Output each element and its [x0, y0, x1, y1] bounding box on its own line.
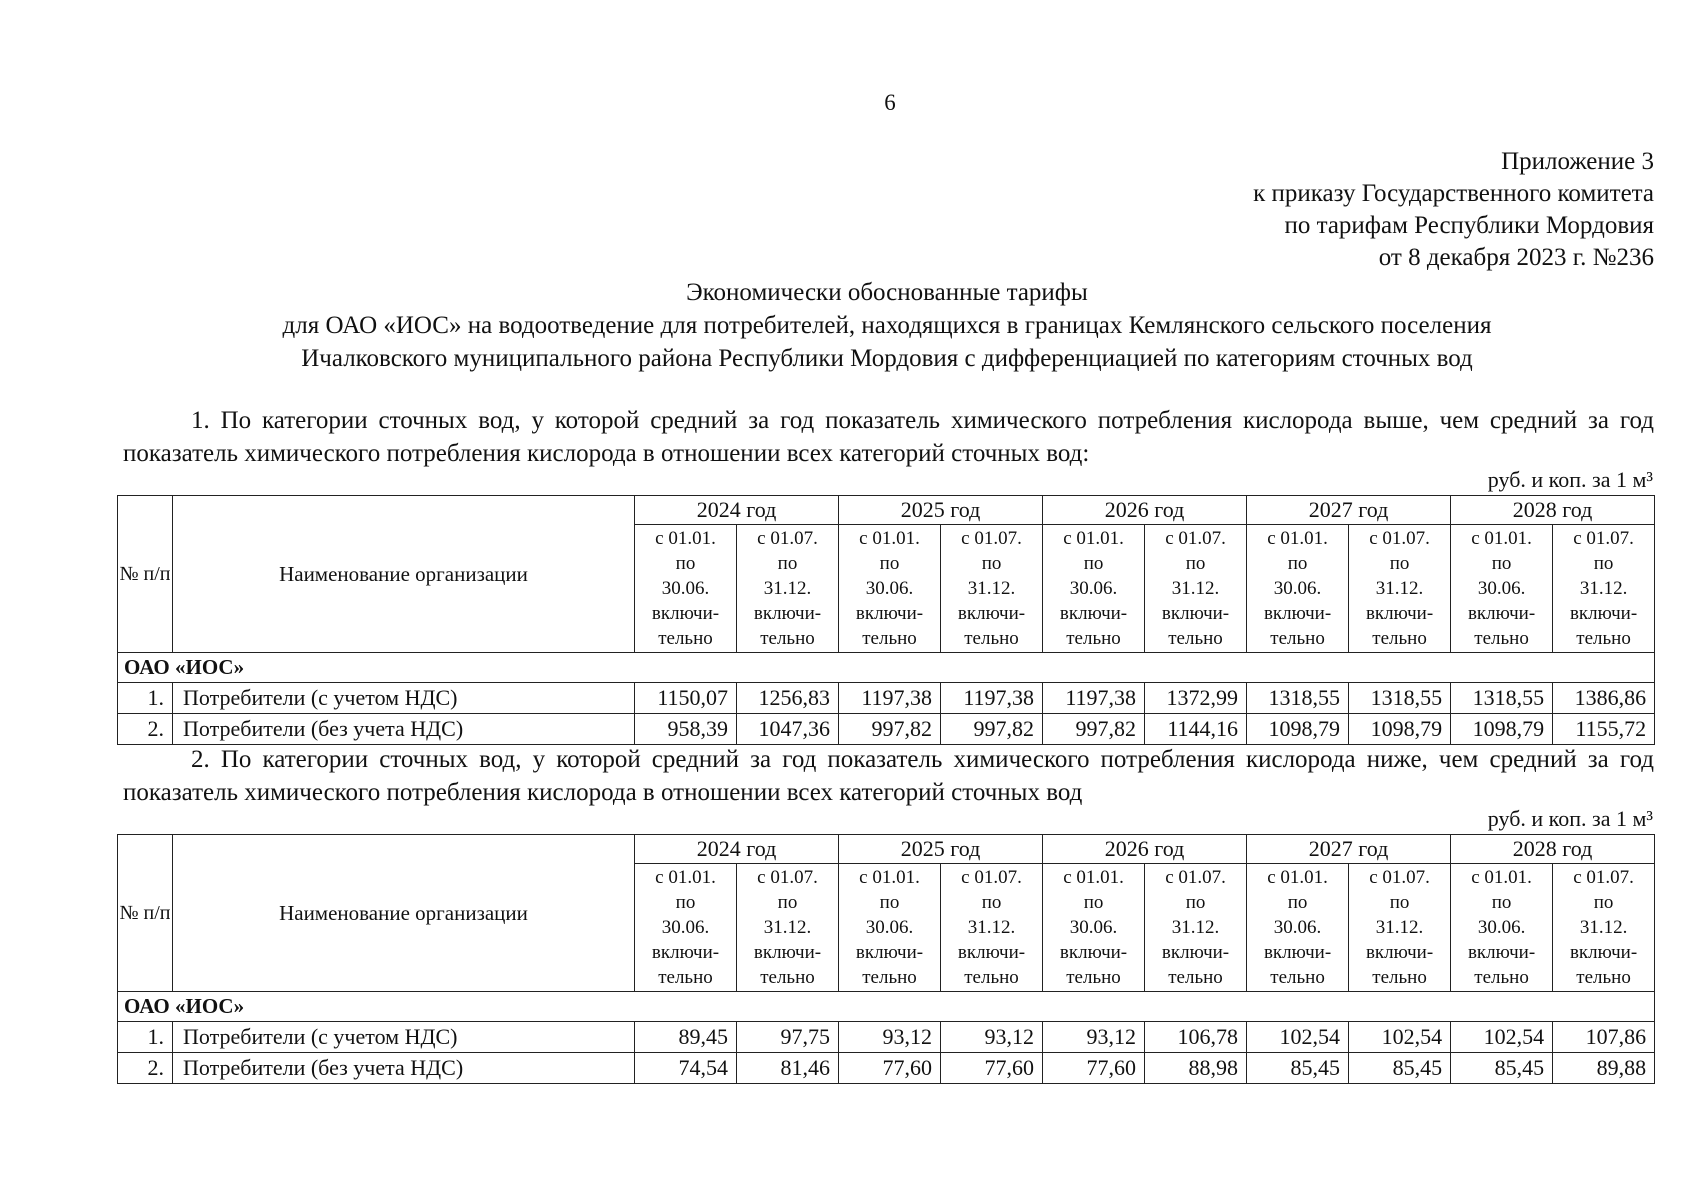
header-period-line: с 01.01.	[1063, 528, 1124, 549]
header-period-line: с 01.07.	[961, 528, 1022, 549]
header-period-line: с 01.01.	[655, 528, 716, 549]
header-period-line: тельно	[1270, 628, 1325, 649]
header-period-line: по	[879, 553, 900, 574]
header-period-line: включи-	[753, 603, 822, 624]
tariff-table-2	[117, 834, 1655, 1084]
header-period-line: с 01.01.	[859, 867, 920, 888]
tariff-cell: 85,45	[1247, 1053, 1349, 1084]
header-period-line: по	[1287, 892, 1308, 913]
tariff-cell: 997,82	[941, 714, 1043, 745]
header-period-line: 30.06.	[1477, 917, 1526, 938]
title-line: для ОАО «ИОС» на водоотведение для потребителей, находящихся в границах Кемлянского сельского поселения	[282, 312, 1492, 339]
header-period-line: с 01.01.	[1471, 528, 1532, 549]
header-period-line: по	[1491, 892, 1512, 913]
header-period-line: тельно	[1066, 628, 1121, 649]
tariff-cell: 1197,38	[839, 683, 941, 714]
header-period-line: по	[1185, 553, 1206, 574]
unit-label: руб. и коп. за 1 м³	[1487, 806, 1653, 831]
tariff-cell: 1150,07	[635, 683, 737, 714]
tariff-cell: 106,78	[1145, 1022, 1247, 1053]
table-row	[118, 683, 1655, 714]
header-period-line: с 01.07.	[757, 528, 818, 549]
header-period-line: по	[981, 892, 1002, 913]
table-row	[118, 1022, 1655, 1053]
tariff-cell: 77,60	[941, 1053, 1043, 1084]
header-period-line: тельно	[658, 967, 713, 988]
header-period-second	[1553, 864, 1655, 992]
section-2-paragraph: 2. По категории сточных вод, у которой средний за год показатель химического потребления кислорода ниже, чем средний за год показатель химического потребления кислорода в отношении всех категорий сточных вод	[123, 746, 1654, 806]
tariff-cell: 88,98	[1145, 1053, 1247, 1084]
tariff-cell: 93,12	[1043, 1022, 1145, 1053]
row-name: Потребители (с учетом НДС)	[173, 1022, 635, 1053]
header-period-line: тельно	[862, 628, 917, 649]
header-period-line: включи-	[1263, 603, 1332, 624]
header-year: 2028 год	[1451, 835, 1655, 864]
header-period-first	[635, 525, 737, 653]
table-header	[118, 496, 1655, 653]
header-period-line: по	[1083, 892, 1104, 913]
header-period-line: тельно	[1270, 967, 1325, 988]
header-period-line: 30.06.	[1069, 578, 1118, 599]
header-period-line: 31.12.	[967, 578, 1016, 599]
title-line: Экономически обоснованные тарифы	[686, 279, 1088, 306]
header-period-line: с 01.01.	[1471, 867, 1532, 888]
header-period-line: включи-	[1059, 603, 1128, 624]
tariff-cell: 1197,38	[941, 683, 1043, 714]
appendix-block	[1253, 146, 1654, 274]
header-period-line: тельно	[760, 628, 815, 649]
header-period-second	[737, 864, 839, 992]
header-period-line: тельно	[1474, 628, 1529, 649]
unit-label: руб. и коп. за 1 м³	[1487, 467, 1653, 492]
header-period-line: 31.12.	[967, 917, 1016, 938]
tariff-cell: 107,86	[1553, 1022, 1655, 1053]
table-body	[118, 992, 1655, 1084]
header-period-line: с 01.07.	[1369, 528, 1430, 549]
header-period-second	[1145, 525, 1247, 653]
header-period-line: 30.06.	[865, 917, 914, 938]
header-year: 2025 год	[839, 835, 1043, 864]
section-1-paragraph: 1. По категории сточных вод, у которой средний за год показатель химического потребления кислорода выше, чем средний за год показатель химического потребления кислорода в отношении всех категорий сточных вод:	[123, 407, 1654, 467]
tariff-cell: 1144,16	[1145, 714, 1247, 745]
header-year: 2024 год	[635, 835, 839, 864]
header-period-line: тельно	[658, 628, 713, 649]
appendix-line: от 8 декабря 2023 г. №236	[1378, 244, 1654, 271]
header-period-line: по	[1491, 553, 1512, 574]
header-period-line: включи-	[1569, 603, 1638, 624]
header-period-line: по	[1389, 553, 1410, 574]
header-period-line: с 01.01.	[1063, 867, 1124, 888]
header-period-line: включи-	[1365, 942, 1434, 963]
header-period-line: с 01.07.	[1165, 867, 1226, 888]
header-period-line: по	[675, 892, 696, 913]
header-period-line: с 01.01.	[1267, 528, 1328, 549]
tariff-cell: 77,60	[1043, 1053, 1145, 1084]
header-period-line: 30.06.	[865, 578, 914, 599]
header-period-line: включи-	[855, 942, 924, 963]
header-period-line: тельно	[1372, 967, 1427, 988]
tariff-table-1	[117, 495, 1655, 745]
tariff-cell: 81,46	[737, 1053, 839, 1084]
header-period-line: включи-	[957, 942, 1026, 963]
header-period-line: 31.12.	[1579, 917, 1628, 938]
header-year: 2028 год	[1451, 496, 1655, 525]
header-year: 2026 год	[1043, 496, 1247, 525]
header-year: 2026 год	[1043, 835, 1247, 864]
tariff-cell: 997,82	[839, 714, 941, 745]
header-period-line: включи-	[1467, 603, 1536, 624]
header-period-line: 30.06.	[661, 578, 710, 599]
tariff-cell: 1372,99	[1145, 683, 1247, 714]
header-period-line: по	[777, 892, 798, 913]
header-period-line: 31.12.	[763, 917, 812, 938]
header-period-line: по	[675, 553, 696, 574]
tariff-cell: 1197,38	[1043, 683, 1145, 714]
org-name-row: ОАО «ИОС»	[118, 653, 1655, 683]
row-name: Потребители (без учета НДС)	[173, 714, 635, 745]
header-period-line: с 01.01.	[655, 867, 716, 888]
header-period-second	[941, 864, 1043, 992]
header-year: 2027 год	[1247, 835, 1451, 864]
tariff-cell: 89,88	[1553, 1053, 1655, 1084]
header-period-first	[1247, 864, 1349, 992]
document-title	[118, 276, 1656, 375]
header-period-line: включи-	[1161, 942, 1230, 963]
page-number: 6	[884, 90, 896, 115]
header-period-line: включи-	[957, 603, 1026, 624]
header-period-second	[1349, 864, 1451, 992]
appendix-line: к приказу Государственного комитета	[1253, 180, 1654, 207]
header-period-line: тельно	[1372, 628, 1427, 649]
header-period-line: с 01.07.	[1573, 528, 1634, 549]
row-number: 1.	[118, 1022, 173, 1053]
header-period-line: включи-	[1365, 603, 1434, 624]
header-period-line: по	[1389, 892, 1410, 913]
header-period-line: 30.06.	[1273, 917, 1322, 938]
header-period-first	[1247, 525, 1349, 653]
header-period-first	[1043, 864, 1145, 992]
header-name: Наименование организации	[173, 835, 635, 992]
header-period-line: включи-	[1161, 603, 1230, 624]
header-period-line: 31.12.	[1579, 578, 1628, 599]
header-period-line: по	[777, 553, 798, 574]
tariff-cell: 1256,83	[737, 683, 839, 714]
header-period-line: тельно	[1168, 628, 1223, 649]
tariff-cell: 1318,55	[1349, 683, 1451, 714]
header-period-line: тельно	[1066, 967, 1121, 988]
header-period-line: с 01.07.	[961, 867, 1022, 888]
tariff-cell: 1047,36	[737, 714, 839, 745]
header-period-line: с 01.07.	[757, 867, 818, 888]
header-period-line: 31.12.	[1375, 578, 1424, 599]
header-period-first	[839, 864, 941, 992]
header-num: № п/п	[118, 835, 173, 992]
tariff-cell: 1386,86	[1553, 683, 1655, 714]
header-period-line: по	[1287, 553, 1308, 574]
header-period-line: 31.12.	[1171, 578, 1220, 599]
header-period-line: включи-	[651, 603, 720, 624]
title-line: Ичалковского муниципального района Республики Мордовия с дифференциацией по категориям сточных вод	[301, 345, 1473, 372]
header-period-first	[1451, 525, 1553, 653]
row-name: Потребители (с учетом НДС)	[173, 683, 635, 714]
table-row	[118, 1053, 1655, 1084]
header-period-line: 30.06.	[1273, 578, 1322, 599]
header-period-line: с 01.07.	[1165, 528, 1226, 549]
header-period-second	[1145, 864, 1247, 992]
header-period-line: по	[1593, 892, 1614, 913]
header-period-first	[1043, 525, 1145, 653]
tariff-cell: 89,45	[635, 1022, 737, 1053]
row-number: 2.	[118, 714, 173, 745]
header-period-line: тельно	[964, 628, 1019, 649]
row-number: 1.	[118, 683, 173, 714]
header-period-line: по	[981, 553, 1002, 574]
header-period-line: тельно	[862, 967, 917, 988]
appendix-line: по тарифам Республики Мордовия	[1284, 212, 1654, 239]
header-period-line: по	[879, 892, 900, 913]
header-year: 2027 год	[1247, 496, 1451, 525]
tariff-cell: 102,54	[1247, 1022, 1349, 1053]
header-period-line: включи-	[651, 942, 720, 963]
header-num: № п/п	[118, 496, 173, 653]
tariff-cell: 97,75	[737, 1022, 839, 1053]
header-period-second	[1349, 525, 1451, 653]
header-period-line: с 01.01.	[1267, 867, 1328, 888]
header-period-line: по	[1083, 553, 1104, 574]
tariff-cell: 1318,55	[1451, 683, 1553, 714]
org-name-row: ОАО «ИОС»	[118, 992, 1655, 1022]
header-year: 2025 год	[839, 496, 1043, 525]
tariff-cell: 958,39	[635, 714, 737, 745]
header-period-line: тельно	[1576, 967, 1631, 988]
tariff-cell: 102,54	[1451, 1022, 1553, 1053]
header-period-first	[1451, 864, 1553, 992]
header-period-line: 31.12.	[1171, 917, 1220, 938]
tariff-cell: 1098,79	[1349, 714, 1451, 745]
tariff-cell: 85,45	[1349, 1053, 1451, 1084]
header-period-line: 31.12.	[763, 578, 812, 599]
header-period-line: с 01.01.	[859, 528, 920, 549]
row-name: Потребители (без учета НДС)	[173, 1053, 635, 1084]
tariff-cell: 1318,55	[1247, 683, 1349, 714]
header-period-line: тельно	[1168, 967, 1223, 988]
tariff-cell: 997,82	[1043, 714, 1145, 745]
header-period-line: с 01.07.	[1369, 867, 1430, 888]
tariff-cell: 1098,79	[1451, 714, 1553, 745]
header-period-first	[839, 525, 941, 653]
header-period-line: тельно	[760, 967, 815, 988]
tariff-cell: 85,45	[1451, 1053, 1553, 1084]
header-period-line: тельно	[1576, 628, 1631, 649]
header-period-line: включи-	[1467, 942, 1536, 963]
tariff-cell: 102,54	[1349, 1022, 1451, 1053]
header-period-second	[737, 525, 839, 653]
appendix-line: Приложение 3	[1501, 148, 1654, 175]
header-period-line: 31.12.	[1375, 917, 1424, 938]
row-number: 2.	[118, 1053, 173, 1084]
table-header	[118, 835, 1655, 992]
header-period-second	[1553, 525, 1655, 653]
tariff-cell: 93,12	[839, 1022, 941, 1053]
header-period-line: включи-	[1263, 942, 1332, 963]
header-period-line: 30.06.	[1477, 578, 1526, 599]
header-period-line: тельно	[1474, 967, 1529, 988]
header-period-line: включи-	[1059, 942, 1128, 963]
header-period-line: включи-	[855, 603, 924, 624]
header-period-first	[635, 864, 737, 992]
header-period-line: тельно	[964, 967, 1019, 988]
header-period-line: 30.06.	[661, 917, 710, 938]
header-period-line: 30.06.	[1069, 917, 1118, 938]
header-period-second	[941, 525, 1043, 653]
tariff-cell: 93,12	[941, 1022, 1043, 1053]
header-period-line: по	[1185, 892, 1206, 913]
header-period-line: включи-	[1569, 942, 1638, 963]
table-row	[118, 714, 1655, 745]
table-body	[118, 653, 1655, 745]
tariff-cell: 77,60	[839, 1053, 941, 1084]
tariff-cell: 1155,72	[1553, 714, 1655, 745]
tariff-cell: 74,54	[635, 1053, 737, 1084]
header-period-line: включи-	[753, 942, 822, 963]
header-year: 2024 год	[635, 496, 839, 525]
header-period-line: по	[1593, 553, 1614, 574]
header-name: Наименование организации	[173, 496, 635, 653]
tariff-cell: 1098,79	[1247, 714, 1349, 745]
header-period-line: с 01.07.	[1573, 867, 1634, 888]
